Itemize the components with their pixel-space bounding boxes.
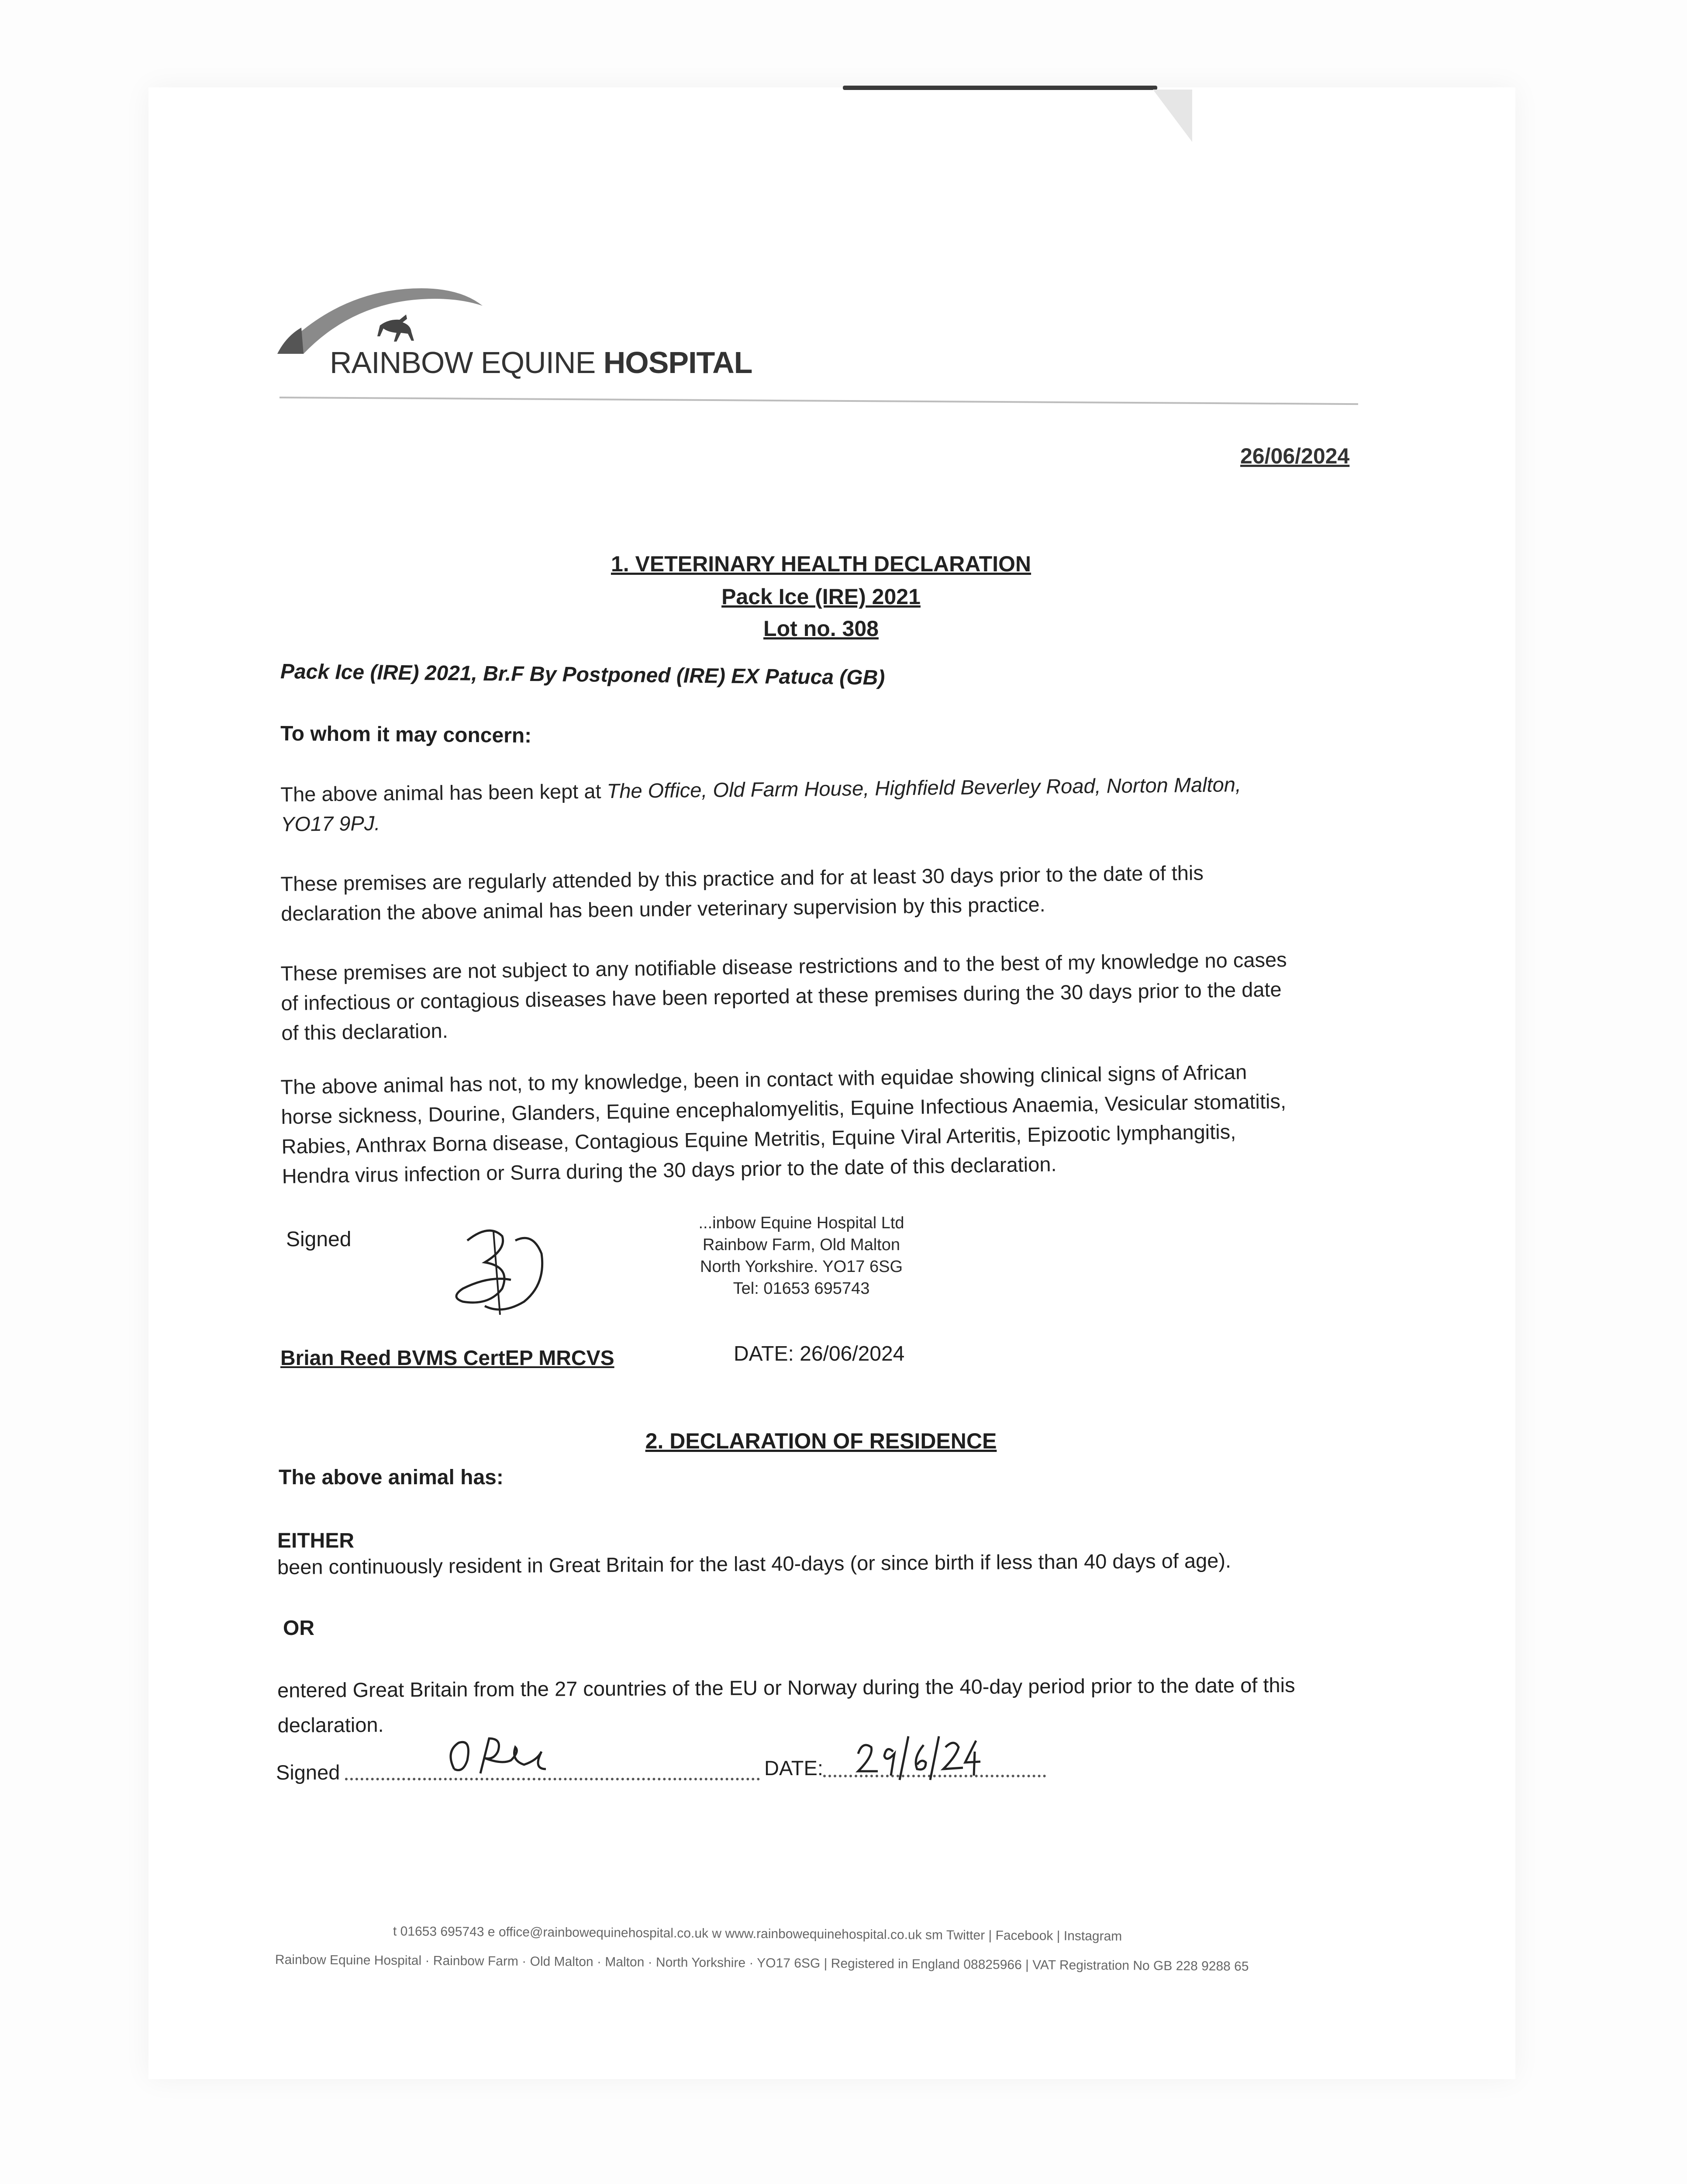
- handwritten-date-icon: [852, 1728, 983, 1784]
- horse-pedigree: Pack Ice (IRE) 2021, Br.F By Postponed (IRE) EX Patuca (GB): [280, 660, 885, 690]
- residence-signed-label: Signed: [276, 1761, 340, 1784]
- horse-name-heading: Pack Ice (IRE) 2021: [721, 584, 921, 609]
- paragraph-supervision: These premises are regularly attended by this practice and for at least 30 days prior to the date of this declaration the above animal has been under veterinary supervision by this practice.: [280, 861, 1204, 925]
- stamp-line-1: ...inbow Equine Hospital Ltd: [698, 1214, 904, 1232]
- footer-registration: Rainbow Equine Hospital · Rainbow Farm · Old Malton · Malton · North Yorkshire · YO17 6SG | Registered in England 08825966 | VAT Registration No GB 228 9288 65: [275, 1952, 1249, 1974]
- footer-contact: t 01653 695743 e office@rainbowequinehospital.co.uk w www.rainbowequinehospital.co.uk sm Twitter | Facebook | Instagram: [393, 1924, 1122, 1944]
- stamp-line-3: North Yorkshire. YO17 6SG: [700, 1258, 903, 1276]
- stamp-line-4: Tel: 01653 695743: [733, 1279, 870, 1298]
- paper-fold: [1153, 90, 1192, 142]
- paragraph-restrictions: These premises are not subject to any notifiable disease restrictions and to the best of my knowledge no cases of infectious or contagious diseases have been reported at these premises during the 30 days prior to the date of this declaration.: [280, 947, 1287, 1044]
- document-date: 26/06/2024: [1240, 444, 1350, 468]
- residence-date-label: DATE:: [764, 1756, 823, 1780]
- practice-stamp: [679, 1212, 924, 1299]
- owner-signature-icon: [437, 1725, 568, 1787]
- salutation: To whom it may concern:: [280, 722, 532, 748]
- scan-edge-line: [843, 86, 1157, 90]
- paragraph-premises: The above animal has been kept at The Office, Old Farm House, Highfield Beverley Road, Norton Malton, YO17 9PJ.: [280, 772, 1242, 836]
- either-label: EITHER: [277, 1529, 355, 1552]
- stamp-line-2: Rainbow Farm, Old Malton: [703, 1236, 900, 1254]
- section2-title: 2. DECLARATION OF RESIDENCE: [645, 1429, 997, 1453]
- paragraph-diseases: The above animal has not, to my knowledge, been in contact with equidae showing clinical signs of African horse sickness, Dourine, Glanders, Equine encephalomyelitis, Equine Infectious Anaemia, Vesicular stomatitis, Rabies, Anthrax Borna disease, Contagious Equine Metritis, Equine Viral Arteritis, Epizootic lymphangitis, Hendra virus infection or Surra during the 30 days prior to the date of this declaration.: [280, 1060, 1287, 1188]
- or-label: OR: [283, 1617, 314, 1640]
- lot-number: Lot no. 308: [763, 616, 879, 641]
- section1-title: 1. VETERINARY HEALTH DECLARATION: [611, 552, 1032, 576]
- hospital-logo: [277, 280, 801, 389]
- vet-signature-icon: [437, 1214, 568, 1328]
- declaration-date: DATE: 26/06/2024: [734, 1342, 905, 1365]
- residence-intro: The above animal has:: [279, 1466, 504, 1489]
- either-text: been continuously resident in Great Britain for the last 40-days (or since birth if less than 40 days of age).: [277, 1548, 1232, 1579]
- vet-name: Brian Reed BVMS CertEP MRCVS: [280, 1347, 614, 1370]
- logo-wordmark: RAINBOW EQUINE HOSPITAL: [330, 346, 752, 380]
- or-text: entered Great Britain from the 27 countries of the EU or Norway during the 40-day period prior to the date of this declaration.: [277, 1673, 1295, 1737]
- signed-label: Signed: [286, 1228, 352, 1251]
